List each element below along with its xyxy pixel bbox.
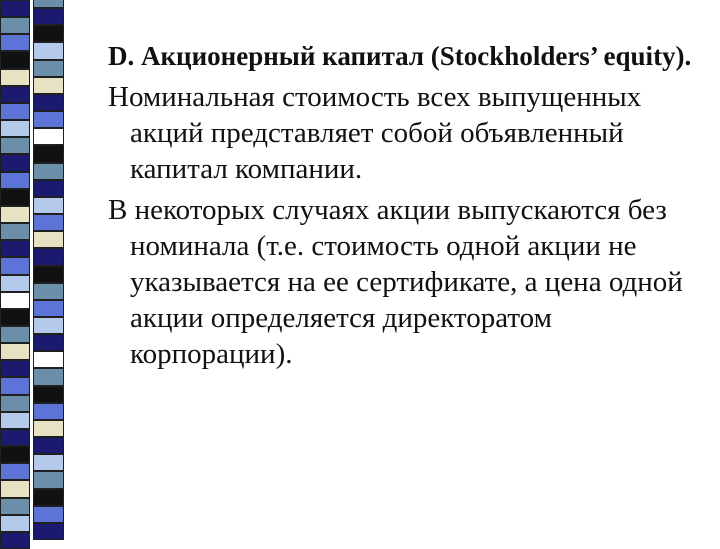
paragraph-no-par-shares: В некоторых случаях акции выпускаются без номинала (т.е. стоимость одной акции не указывается на ее сертификате, а цена одной акции определяется директоратом корпорации).: [108, 194, 683, 370]
stripe-segment: [33, 8, 64, 25]
stripe-segment: [33, 180, 64, 197]
stripe-segment: [0, 343, 30, 360]
stripe-segment: [0, 360, 30, 377]
stripe-segment: [0, 446, 30, 463]
stripe-segment: [33, 300, 64, 317]
decorative-stripe-bar: [0, 0, 64, 540]
stripe-segment: [33, 214, 64, 231]
stripe-segment: [0, 429, 30, 446]
stripe-segment: [0, 17, 30, 34]
stripe-segment: [0, 154, 30, 172]
stripe-segment: [0, 326, 30, 343]
stripe-segment: [0, 172, 30, 189]
slide-heading: D. Акционерный капитал (Stockholders’ equity).: [108, 41, 692, 71]
stripe-segment: [33, 94, 64, 111]
stripe-segment: [33, 437, 64, 454]
stripe-segment: [33, 266, 64, 283]
stripe-segment: [0, 257, 30, 275]
stripe-segment: [33, 248, 64, 266]
stripe-segment: [33, 471, 64, 489]
stripe-segment: [33, 163, 64, 180]
paragraph-nominal-value: Номинальная стоимость всех выпущенных акций представляет собой объявленный капитал компании.: [108, 81, 642, 185]
stripe-segment: [0, 395, 30, 412]
stripe-segment: [0, 120, 30, 137]
stripe-segment: [0, 240, 30, 257]
stripe-segment: [33, 42, 64, 60]
stripe-segment: [0, 309, 30, 326]
stripe-segment: [33, 489, 64, 506]
stripe-segment: [33, 368, 64, 386]
stripe-segment: [33, 454, 64, 471]
stripe-segment: [0, 189, 30, 206]
stripe-segment: [33, 77, 64, 94]
stripe-segment: [0, 463, 30, 480]
stripe-segment: [33, 145, 64, 163]
stripe-segment: [0, 377, 30, 395]
stripe-segment: [33, 60, 64, 77]
stripe-segment: [0, 275, 30, 292]
stripe-segment: [0, 292, 30, 309]
stripe-segment: [33, 523, 64, 540]
stripe-segment: [0, 34, 30, 51]
stripe-segment: [33, 0, 64, 8]
stripe-segment: [0, 206, 30, 223]
stripe-segment: [0, 137, 30, 154]
stripe-segment: [33, 506, 64, 523]
stripe-segment: [33, 128, 64, 145]
stripe-segment: [0, 69, 30, 86]
stripe-segment: [33, 111, 64, 128]
stripe-segment: [33, 283, 64, 300]
stripe-segment: [0, 103, 30, 120]
stripe-segment: [33, 25, 64, 42]
stripe-segment: [0, 86, 30, 103]
stripe-segment: [33, 351, 64, 368]
stripe-segment: [0, 498, 30, 515]
stripe-segment: [33, 197, 64, 214]
stripe-segment: [33, 334, 64, 351]
stripe-segment: [0, 412, 30, 429]
stripe-segment: [0, 532, 30, 549]
stripe-segment: [0, 515, 30, 532]
stripe-segment: [33, 420, 64, 437]
stripe-segment: [33, 317, 64, 334]
stripe-segment: [33, 386, 64, 403]
stripe-segment: [0, 223, 30, 240]
stripe-segment: [0, 51, 30, 69]
stripe-segment: [33, 231, 64, 248]
stripe-segment: [0, 0, 30, 17]
stripe-segment: [33, 403, 64, 420]
stripe-segment: [0, 480, 30, 498]
slide-content: [108, 38, 713, 377]
